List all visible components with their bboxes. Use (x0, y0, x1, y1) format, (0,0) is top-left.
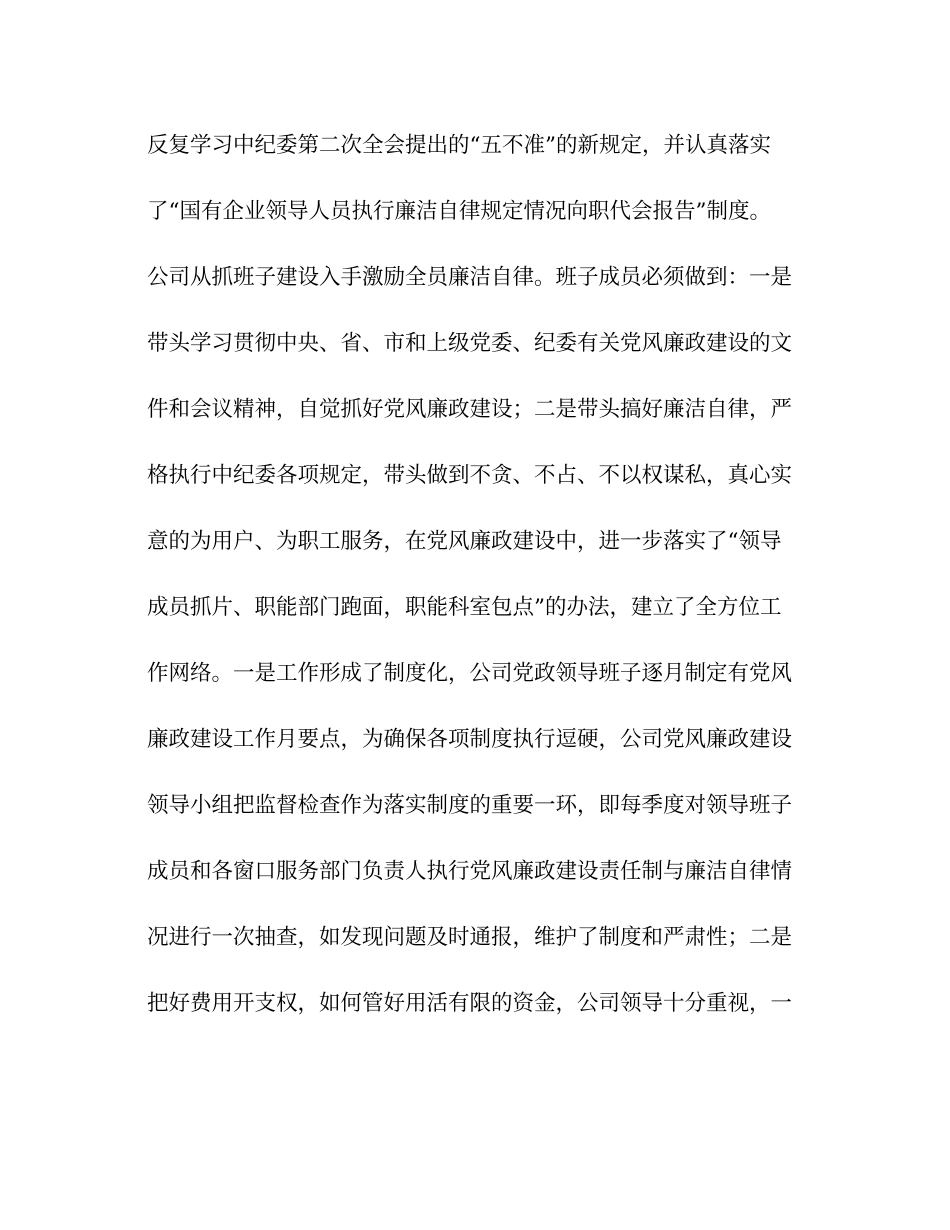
text-line: 格执行中纪委各项规定，带头做到不贪、不占、不以权谋私，真心实 (147, 463, 793, 488)
text-line: 领导小组把监督检查作为落实制度的重要一环，即每季度对领导班子 (147, 793, 793, 818)
text-line: 把好费用开支权，如何管好用活有限的资金，公司领导十分重视，一 (147, 991, 793, 1016)
text-line: 成员和各窗口服务部门负责人执行党风廉政建设责任制与廉洁自律情 (147, 859, 793, 884)
text-line: 况进行一次抽查，如发现问题及时通报，维护了制度和严肃性；二是 (147, 925, 793, 950)
body-text (147, 120, 807, 1044)
text-line: 件和会议精神，自觉抓好党风廉政建设；二是带头搞好廉洁自律，严 (147, 397, 793, 422)
text-line: 反复学习中纪委第二次全会提出的“五不准”的新规定，并认真落实 (147, 133, 771, 158)
text-line: 了“国有企业领导人员执行廉洁自律规定情况向职代会报告”制度。 (147, 199, 771, 224)
text-line: 带头学习贯彻中央、省、市和上级党委、纪委有关党风廉政建设的文 (147, 331, 793, 356)
text-line: 意的为用户、为职工服务，在党风廉政建设中，进一步落实了“领导 (147, 529, 782, 554)
text-line: 廉政建设工作月要点，为确保各项制度执行逗硬，公司党风廉政建设 (147, 727, 793, 752)
text-line: 作网络。一是工作形成了制度化，公司党政领导班子逐月制定有党风 (147, 661, 793, 686)
text-line: 公司从抓班子建设入手激励全员廉洁自律。班子成员必须做到：一是 (147, 265, 793, 290)
text-line: 成员抓片、职能部门跑面，职能科室包点”的办法，建立了全方位工 (147, 595, 782, 620)
